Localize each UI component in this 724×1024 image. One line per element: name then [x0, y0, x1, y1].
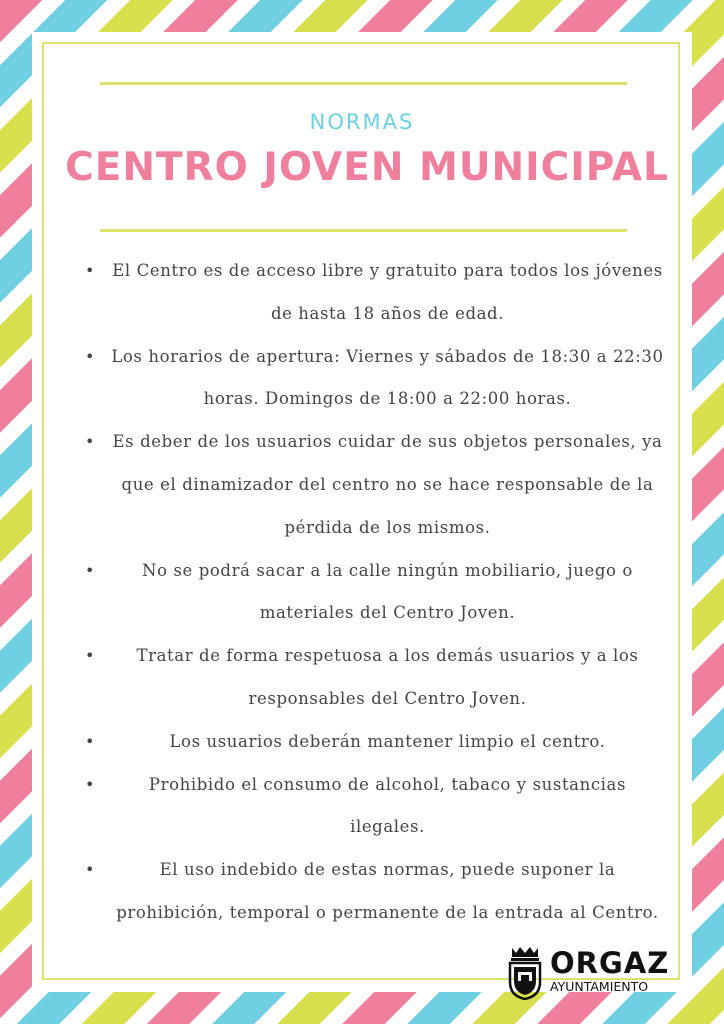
rule-text: El Centro es de acceso libre y gratuito para todos los jóvenes de hasta 18 años de edad. — [112, 261, 663, 323]
rule-text: Prohibido el consumo de alcohol, tabaco y sustancias ilegales. — [148, 774, 627, 837]
coat-of-arms-icon — [506, 944, 544, 1000]
page-title: CENTRO JOVEN MUNICIPAL — [65, 145, 669, 190]
rule-item — [85, 764, 665, 850]
rules-list — [85, 250, 665, 935]
rule-text: Es deber de los usuarios cuidar de sus objetos personales, ya que el dinamizador del centro no se hace responsable de la pérdida de los mismos. — [112, 432, 663, 537]
bullet-icon: • — [85, 774, 96, 794]
rule-text: Tratar de forma respetuosa a los demás usuarios y a los responsables del Centro Joven. — [136, 646, 639, 708]
bullet-icon: • — [85, 560, 96, 580]
bullet-icon: • — [85, 860, 96, 880]
bullet-icon: • — [85, 646, 96, 666]
rule-item — [85, 721, 665, 764]
logo-name: ORGAZ — [550, 946, 670, 980]
bullet-icon: • — [85, 731, 96, 751]
rule-text: Los usuarios deberán mantener limpio el centro. — [169, 731, 606, 751]
rule-item — [85, 421, 665, 549]
bullet-icon: • — [85, 432, 96, 452]
top-divider — [100, 82, 627, 85]
bottom-divider — [100, 229, 627, 232]
bullet-icon: • — [85, 346, 96, 366]
logo-subtitle: AYUNTAMIENTO — [550, 979, 649, 994]
rule-item — [85, 635, 665, 721]
rule-item — [85, 336, 665, 422]
rule-item — [85, 849, 665, 935]
rule-text: El uso indebido de estas normas, puede suponer la prohibición, temporal o permanente de la entrada al Centro. — [116, 860, 659, 922]
rule-item — [85, 250, 665, 336]
orgaz-logo — [506, 944, 676, 1002]
rule-text: Los horarios de apertura: Viernes y sábados de 18:30 a 22:30 horas. Domingos de 18:00 a 22:00 horas. — [111, 346, 664, 409]
rule-text: No se podrá sacar a la calle ningún mobiliario, juego o materiales del Centro Joven. — [142, 560, 633, 623]
page-subtitle: NORMAS — [309, 110, 415, 134]
bullet-icon: • — [85, 261, 96, 280]
rule-item — [85, 550, 665, 636]
